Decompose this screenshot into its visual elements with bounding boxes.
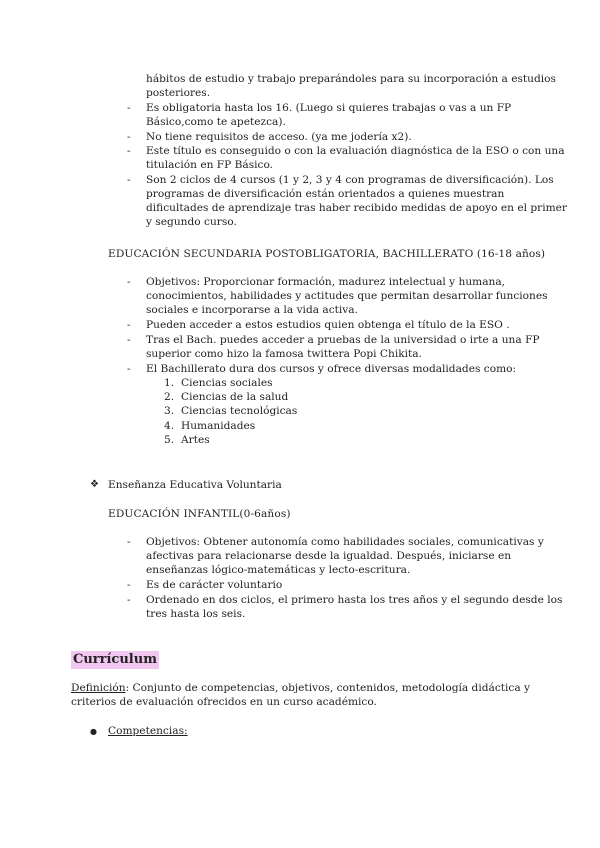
ordinal-4: 4. — [164, 420, 175, 432]
diamond-bullet-icon: ❖ — [90, 479, 99, 490]
dash-bullet: - — [127, 594, 131, 606]
definition-line-2: criterios de evaluación ofrecidos en un curso académico. — [71, 696, 377, 708]
dash-bullet: - — [127, 276, 131, 288]
definition-label: Definición — [71, 682, 126, 694]
list-item-line: y segundo curso. — [146, 216, 237, 228]
modalidad-item: Ciencias tecnológicas — [181, 405, 298, 417]
list-item-line: titulación en FP Básico. — [146, 159, 274, 171]
ordinal-2: 2. — [164, 391, 175, 403]
dash-bullet: - — [127, 579, 131, 591]
modalidad-item: Humanidades — [181, 420, 256, 432]
dash-bullet: - — [127, 536, 131, 548]
list-item-line: El Bachillerato dura dos cursos y ofrece diversas modalidades como: — [146, 363, 517, 375]
round-bullet-icon: ● — [90, 727, 97, 736]
list-item-line: Es obligatoria hasta los 16. (Luego si quieres trabajas o vas a un FP — [146, 102, 512, 114]
list-item-line: No tiene requisitos de acceso. (ya me jodería x2). — [146, 131, 412, 143]
dash-bullet: - — [127, 131, 131, 143]
section-heading-infantil: EDUCACIÓN INFANTIL(0-6años) — [108, 508, 291, 520]
list-item-line: conocimientos, habilidades y actitudes que permitan desarrollar funciones — [146, 290, 548, 302]
dash-bullet: - — [127, 319, 131, 331]
list-item-line: Tras el Bach. puedes acceder a pruebas de la universidad o irte a una FP — [146, 334, 540, 346]
list-item-line: sociales e incorporarse a la vida activa. — [146, 304, 358, 316]
curriculum-heading: Currículum — [73, 652, 157, 667]
dash-bullet: - — [127, 145, 131, 157]
continuation-line-2: posteriores. — [146, 87, 211, 99]
ordinal-5: 5. — [164, 434, 175, 446]
list-item-line: afectivas para relacionarse desde la igualdad. Después, iniciarse en — [146, 550, 512, 562]
continuation-line-1: hábitos de estudio y trabajo preparándoles para su incorporación a estudios — [146, 73, 556, 85]
list-item-line: Objetivos: Proporcionar formación, madurez intelectual y humana, — [146, 276, 506, 288]
section-title-voluntaria: Enseñanza Educativa Voluntaria — [108, 479, 282, 491]
definition-line-1 — [71, 681, 530, 695]
list-item-line: Ordenado en dos ciclos, el primero hasta los tres años y el segundo desde los — [146, 594, 563, 606]
list-item-line: Básico,como te apetezca). — [146, 116, 286, 128]
dash-bullet: - — [127, 102, 131, 114]
ordinal-3: 3. — [164, 405, 175, 417]
dash-bullet: - — [127, 363, 131, 375]
definition-text: : Conjunto de competencias, objetivos, contenidos, metodología didáctica y — [125, 682, 530, 694]
list-item-line: Son 2 ciclos de 4 cursos (1 y 2, 3 y 4 con programas de diversificación). Los — [146, 174, 554, 186]
list-item-line: Objetivos: Obtener autonomía como habilidades sociales, comunicativas y — [146, 536, 544, 548]
section-heading-bachillerato: EDUCACIÓN SECUNDARIA POSTOBLIGATORIA, BACHILLERATO (16-18 años) — [108, 248, 546, 260]
modalidad-item: Ciencias de la salud — [181, 391, 289, 403]
list-item-line: tres hasta los seis. — [146, 608, 246, 620]
list-item-line: Pueden acceder a estos estudios quien obtenga el título de la ESO . — [146, 319, 510, 331]
dash-bullet: - — [127, 174, 131, 186]
modalidad-item: Ciencias sociales — [181, 377, 273, 389]
dash-bullet: - — [127, 334, 131, 346]
list-item-line: Es de carácter voluntario — [146, 579, 283, 591]
list-item-line: programas de diversificación están orientados a quienes muestran — [146, 188, 505, 200]
list-item-line: Este título es conseguido o con la evaluación diagnóstica de la ESO o con una — [146, 145, 565, 157]
ordinal-1: 1. — [164, 377, 175, 389]
competencias-item: Competencias: — [108, 725, 188, 737]
list-item-line: superior como hizo la famosa twittera Popi Chikita. — [146, 348, 422, 360]
list-item-line: dificultades de aprendizaje tras haber recibido medidas de apoyo en el primer — [146, 202, 567, 214]
list-item-line: enseñanzas lógico-matemáticas y lecto-escritura. — [146, 564, 411, 576]
modalidad-item: Artes — [181, 434, 210, 446]
